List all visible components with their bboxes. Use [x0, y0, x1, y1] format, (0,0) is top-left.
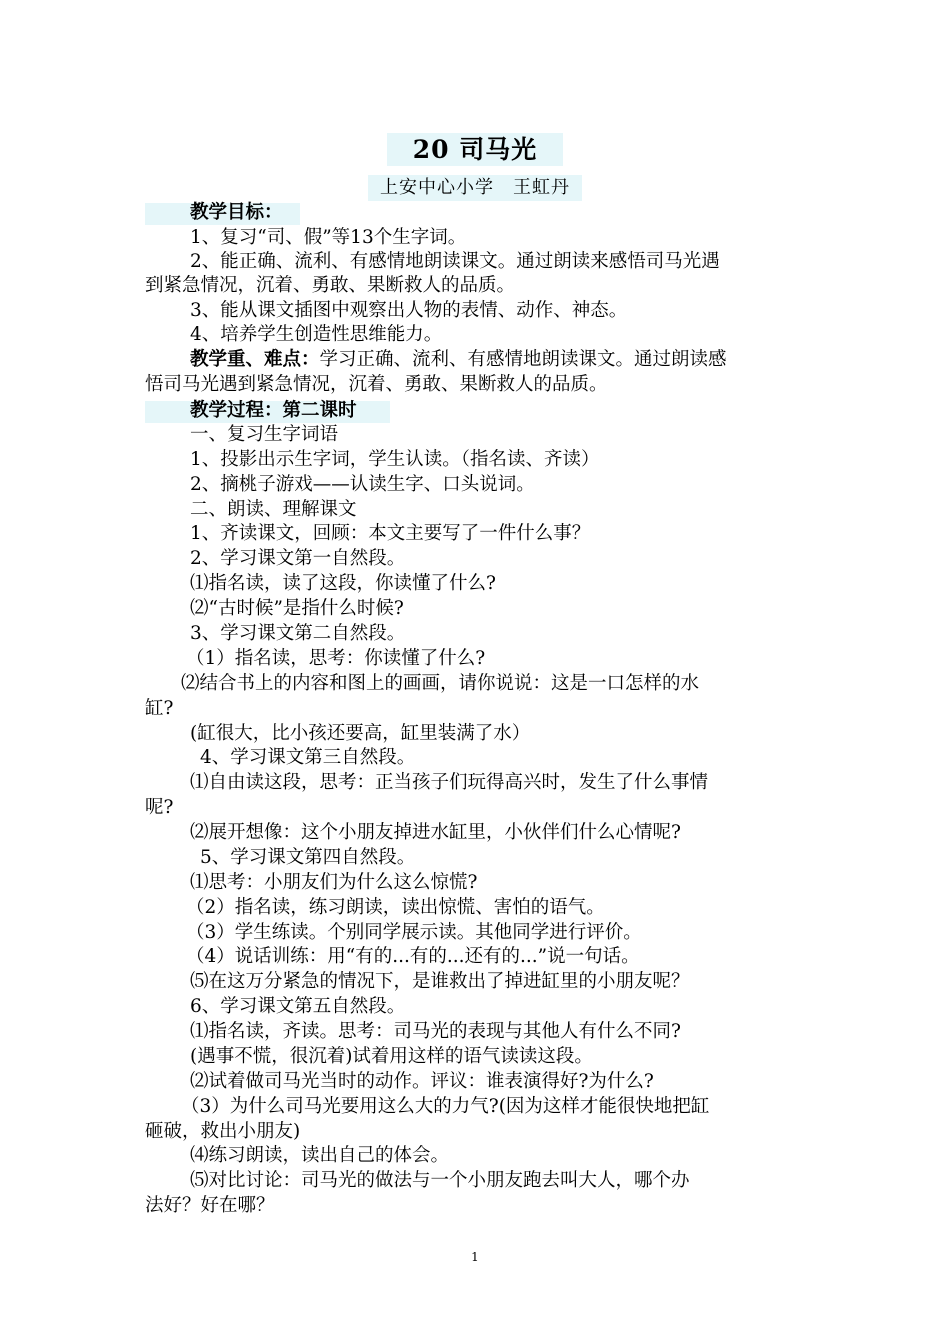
- goal-item: 2、能正确、流利、有感情地朗读课文。通过朗读来感悟司马光遇: [190, 251, 720, 272]
- author-highlight: [368, 175, 582, 201]
- process-line: 2、摘桃子游戏——认读生字、口头说词。: [190, 474, 535, 495]
- process-line-cont: 呢?: [145, 797, 174, 818]
- process-line: （2）指名读，练习朗读，读出惊慌、害怕的语气。: [186, 897, 605, 918]
- process-line: 1、投影出示生字词，学生认读。（指名读、齐读）: [190, 449, 600, 470]
- process-line: （4）说话训练：用“有的...有的...还有的...”说一句话。: [186, 946, 640, 967]
- process-line-cont: 缸?: [145, 698, 174, 719]
- section-heading-goals: 教学目标：: [190, 202, 283, 223]
- key-points-text: 学习正确、流利、有感情地朗读课文。通过朗读感: [319, 349, 727, 370]
- key-points-line: [190, 347, 950, 373]
- process-line: 3、学习课文第二自然段。: [190, 623, 406, 644]
- process-line: 2、学习课文第一自然段。: [190, 548, 406, 569]
- process-line: ⑵“古时候”是指什么时候?: [190, 598, 404, 619]
- process-line: （3）为什么司马光要用这么大的力气?(因为这样才能很快地把缸: [181, 1096, 710, 1117]
- process-line: （1）指名读，思考：你读懂了什么?: [186, 648, 486, 669]
- key-points-text-cont: 悟司马光遇到紧急情况，沉着、勇敢、果断救人的品质。: [145, 374, 608, 395]
- process-line: ⑴思考：小朋友们为什么这么惊慌?: [190, 872, 478, 893]
- process-line-cont: 法好？好在哪？: [145, 1195, 275, 1216]
- process-line: 一、复习生字词语: [190, 424, 339, 445]
- title-highlight: [387, 133, 563, 166]
- process-line: (遇事不慌，很沉着)试着用这样的语气读读这段。: [190, 1046, 593, 1067]
- process-line: ⑴指名读，读了这段，你读懂了什么?: [190, 573, 496, 594]
- goal-item: 1、复习“司、假”等13个生字词。: [190, 227, 467, 248]
- process-line: ⑸在这万分紧急的情况下，是谁救出了掉进缸里的小朋友呢？: [190, 971, 690, 992]
- author-line: 上安中心小学 王虹丹: [380, 177, 570, 198]
- section-heading-process: 教学过程：第二课时: [190, 400, 357, 421]
- goal-item-cont: 到紧急情况，沉着、勇敢、果断救人的品质。: [145, 275, 516, 296]
- process-line: ⑵结合书上的内容和图上的画画，请你说说：这是一口怎样的水: [181, 673, 700, 694]
- lesson-title: 20 司马光: [412, 135, 538, 164]
- process-line: ⑴指名读，齐读。思考：司马光的表现与其他人有什么不同?: [190, 1021, 681, 1042]
- process-line: (缸很大，比小孩还要高，缸里装满了水）: [190, 723, 531, 744]
- process-line: ⑵展开想像：这个小朋友掉进水缸里，小伙伴们什么心情呢?: [190, 822, 681, 843]
- process-line: ⑵试着做司马光当时的动作。评议：谁表演得好?为什么?: [190, 1071, 654, 1092]
- process-line: ⑸对比讨论：司马光的做法与一个小朋友跑去叫大人，哪个办: [190, 1170, 690, 1191]
- process-line: 4、学习课文第三自然段。: [200, 747, 416, 768]
- process-line: 1、齐读课文，回顾：本文主要写了一件什么事？: [190, 523, 591, 544]
- process-line-cont: 砸破，救出小朋友): [145, 1121, 301, 1142]
- process-line: ⑷练习朗读，读出自己的体会。: [190, 1145, 450, 1166]
- page-number: 1: [471, 1250, 479, 1264]
- goal-item: 3、能从课文插图中观察出人物的表情、动作、神态。: [190, 300, 628, 321]
- process-line: 6、学习课文第五自然段。: [190, 996, 406, 1017]
- process-line: （3）学生练读。个别同学展示读。其他同学进行评价。: [186, 922, 642, 943]
- process-line: ⑴自由读这段，思考：正当孩子们玩得高兴时，发生了什么事情: [190, 772, 709, 793]
- goal-item: 4、培养学生创造性思维能力。: [190, 324, 443, 345]
- section-heading-key-points: 教学重、难点：: [190, 349, 320, 370]
- process-line: 5、学习课文第四自然段。: [200, 847, 416, 868]
- process-line: 二、朗读、理解课文: [190, 499, 357, 520]
